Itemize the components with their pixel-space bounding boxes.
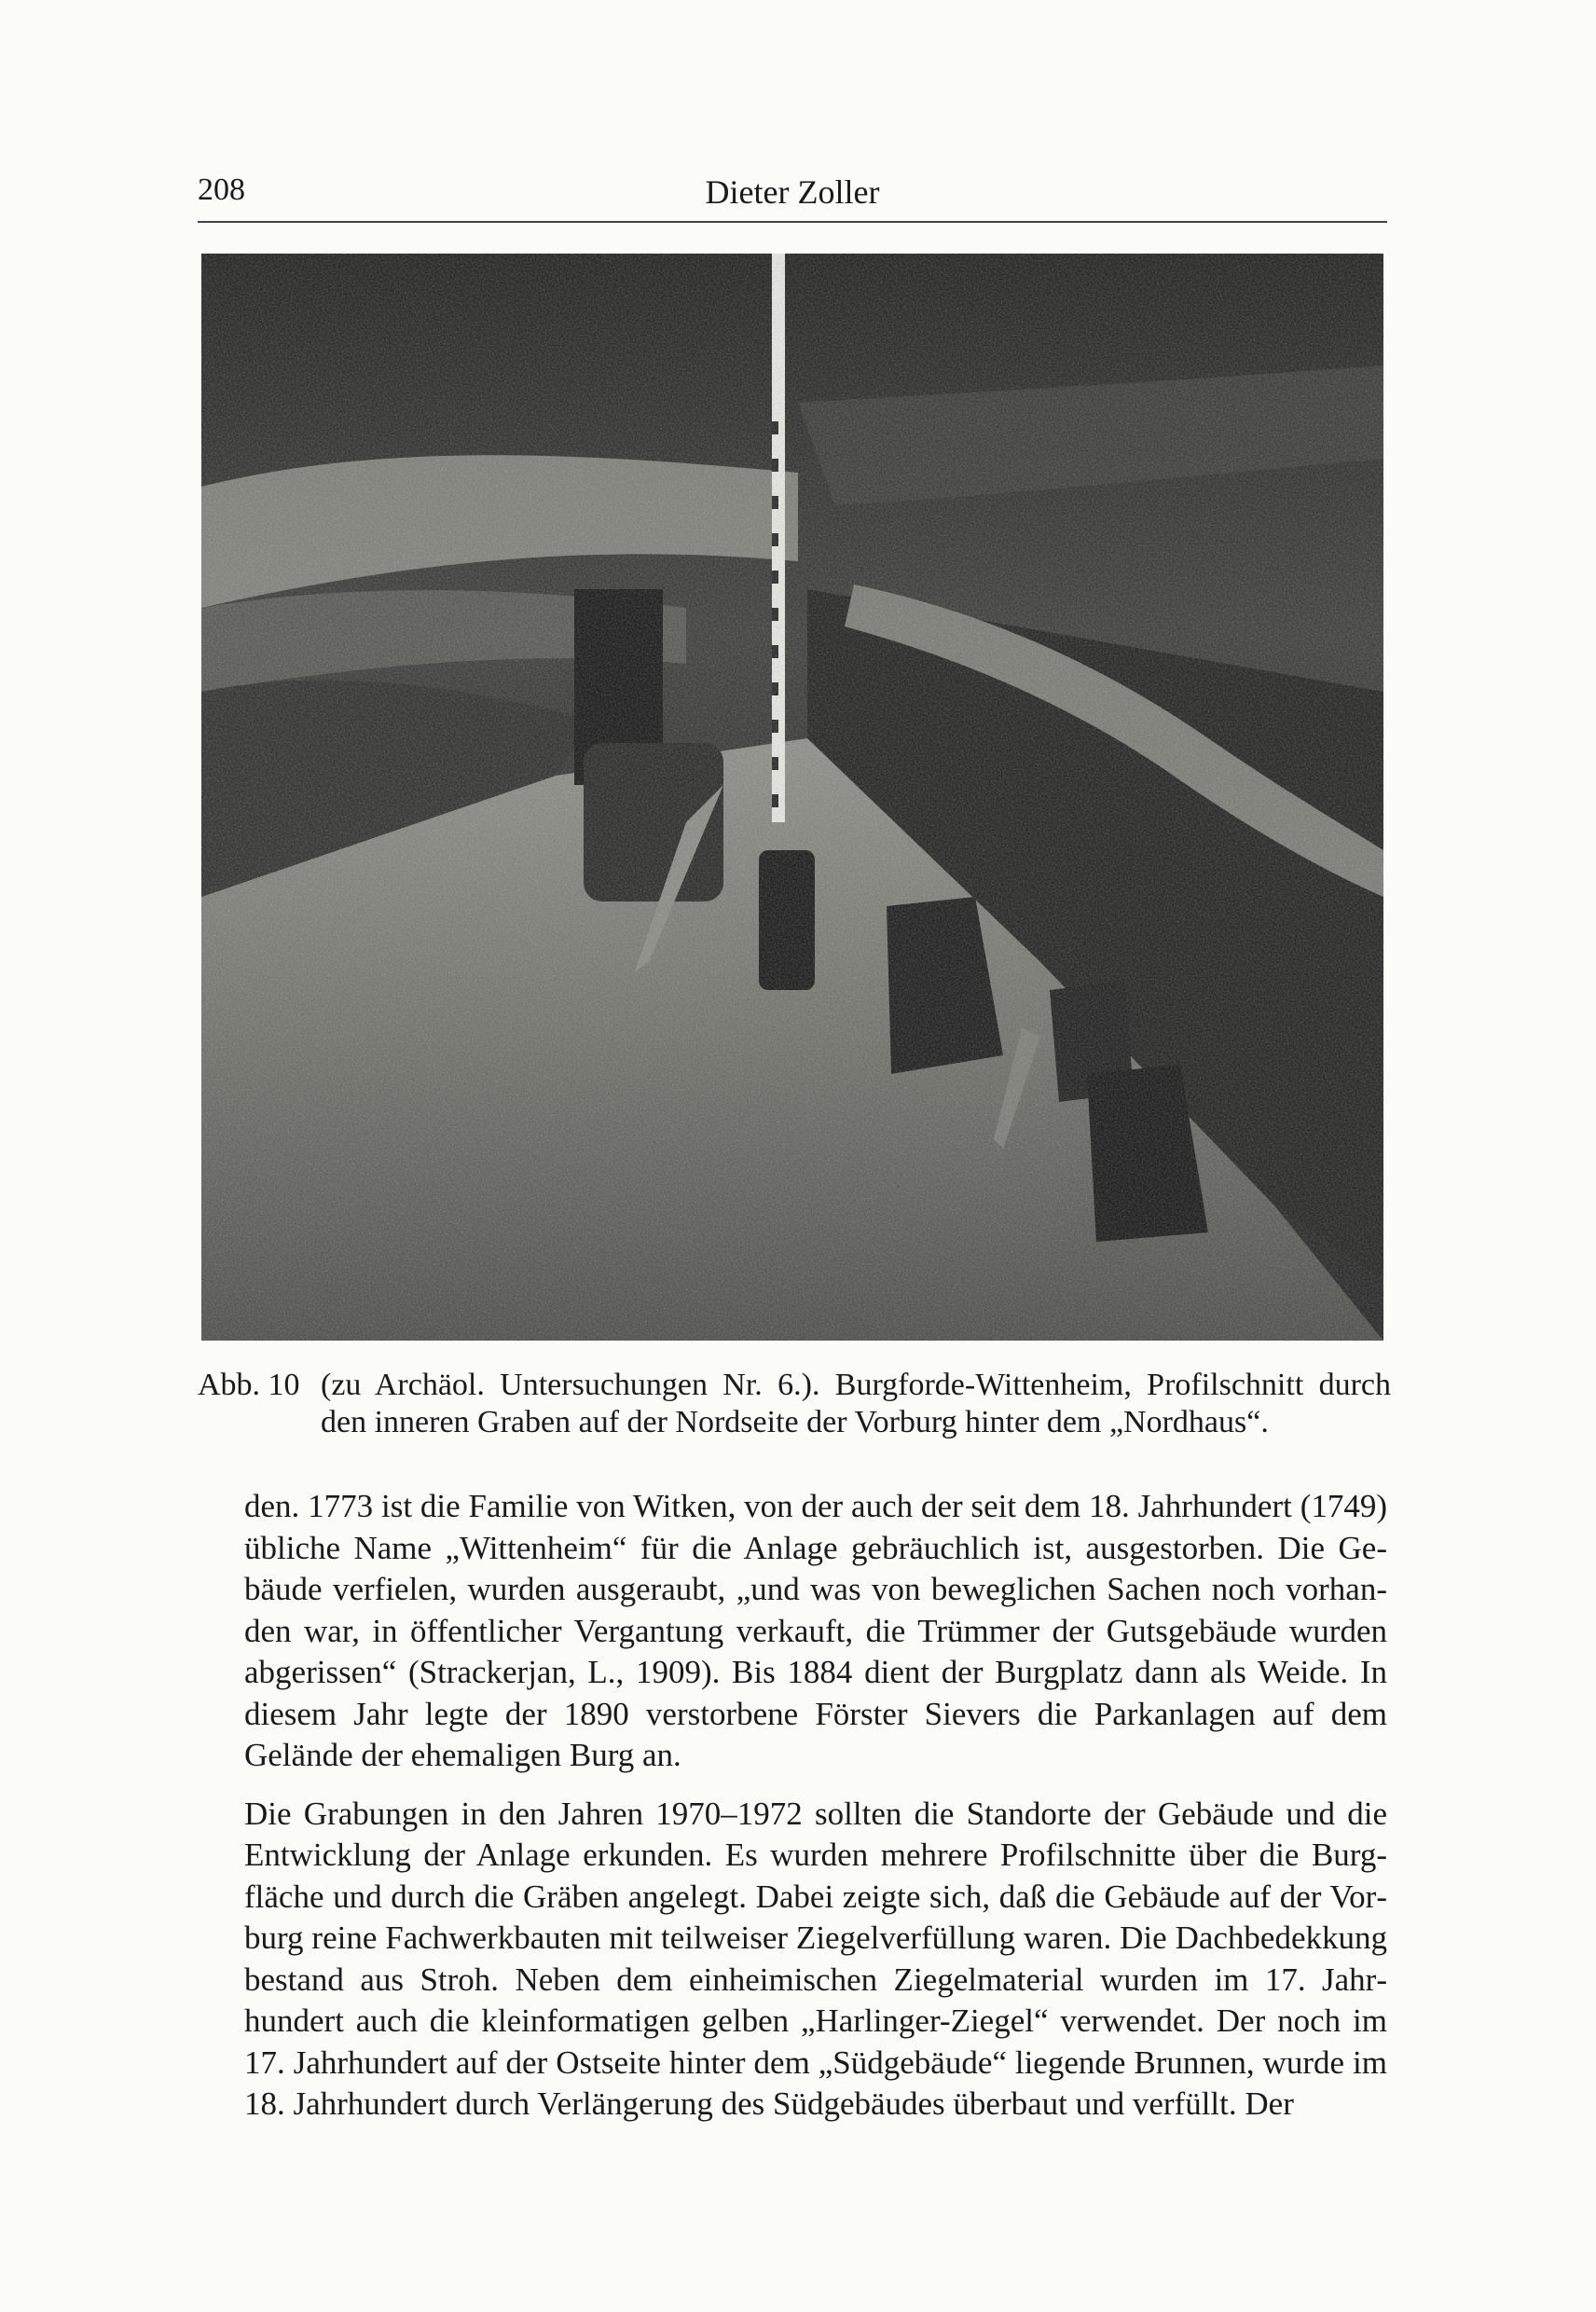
figure-label: Abb. 10 — [198, 1368, 300, 1402]
running-title: Dieter Zoller — [705, 173, 880, 211]
paragraph: Die Grabungen in den Jahren 1970–1972 sollten die Standorte der Gebäude und die Entwicklung der Anlage erkunden. Es wurden mehrere Profilschnitte über die Burgfläche und durch die Gräben angelegt. Dabei zeigte sich, daß die Gebäude auf der Vorburg reine Fachwerkbauten mit teilweiser Ziegelverfüllung waren. Die Dachbedekkung bestand aus Stroh. Neben dem einheimischen Ziegelmaterial wurden im 17. Jahrhundert auch die kleinformatigen gelben „Harlinger-Ziegel“ verwendet. Der noch im 17. Jahrhundert auf der Ostseite hinter dem „Südgebäude“ liegende Brunnen, wurde im 18. Jahrhundert durch Verlängerung des Südgebäudes überbaut und verfüllt. Der — [244, 1795, 1387, 2122]
page-number: 208 — [198, 172, 245, 207]
excavation-photo — [201, 254, 1383, 1341]
figure-caption-text: (zu Archäol. Untersuchungen Nr. 6.). Burgforde-Wittenheim, Profilschnitt durch den inneren Graben auf der Nordseite der Vorburg hinter dem „Nordhaus“. — [321, 1368, 1391, 1439]
running-head — [198, 172, 1387, 225]
figure-caption — [198, 1367, 1391, 1441]
body-text — [244, 1486, 1387, 2126]
header-rule — [198, 221, 1387, 223]
paragraph: den. 1773 ist die Familie von Witken, von der auch der seit dem 18. Jahrhundert (1749) übliche Name „Wittenheim“ für die Anlage gebräuchlich ist, ausgestorben. Die Gebäude verfielen, wurden ausgeraubt, „und was von beweglichen Sachen noch vorhanden war, in öffentlicher Vergantung verkauft, die Trümmer der Gutsgebäude wurden abgerissen“ (Strackerjan, L., 1909). Bis 1884 dient der Burgplatz dann als Weide. In diesem Jahr legte der 1890 verstorbene Förster Sievers die Parkanlagen auf dem Gelände der ehemaligen Burg an. — [244, 1488, 1387, 1773]
